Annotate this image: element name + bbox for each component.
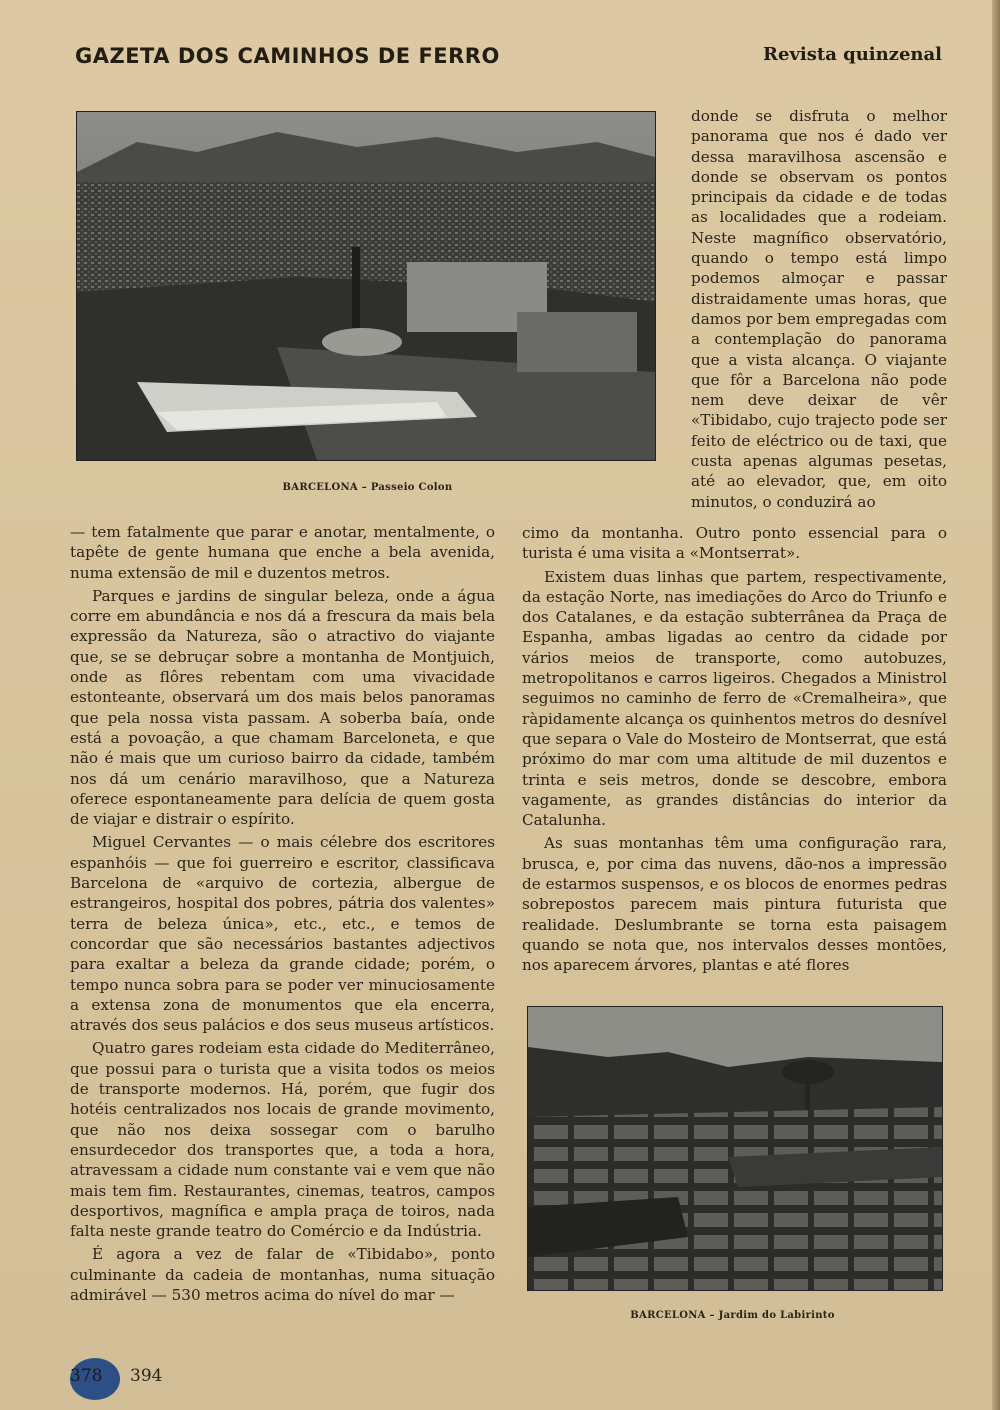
paragraph: Miguel Cervantes — o mais célebre dos escritores espanhóis — que foi guerreiro e escritor, classificava Barcelona de «arquivo de cortezia, albergue de estrangeiros, hospital dos pobres, pátria dos valentes» terra de beleza única», etc., etc., e temos de concordar que são necessários bastantes adjectivos para exaltar a beleza da grande cidade; porém, o tempo nunca sobra para se poder ver minuciosamente a extensa zona de monumentos que ela encerra, através dos seus palácios e dos seus museus artísticos. <box>70 833 495 1035</box>
page-edge-shadow <box>992 0 1000 1410</box>
page-number: 394 <box>130 1366 163 1386</box>
photo-jardim-labirinto <box>527 1006 943 1291</box>
paragraph: — tem fatalmente que parar e anotar, mentalmente, o tapête de gente humana que enche a bela avenida, numa extensão de mil e duzentos metros. <box>70 523 495 582</box>
caption-jardim-labirinto: BARCELONA – Jardim do Labirinto <box>630 1310 835 1321</box>
photo-jardim-labirinto-image <box>528 1007 942 1290</box>
paragraph: cimo da montanha. Outro ponto essencial para o turista é uma visita a «Montserrat». <box>522 524 947 563</box>
paragraph: Existem duas linhas que partem, respectivamente, da estação Norte, nas imediações do Arco do Triunfo e dos Catalanes, e da estação subterrânea da Praça de Espanha, ambas ligadas ao centro da cidade por vários meios de transporte, como autobuzes, metropolitanos e carros ligeiros. Chegados a Ministrol seguimos no caminho de ferro de «Cremalheira», que ràpidamente alcança os quinhentos metros do desnível que separa o Vale do Mosteiro de Montserrat, que está próximo do mar com uma altitude de mil duzentos e trinta e seis metros, donde se descobre, embora vagamente, as grandes distâncias do interior da Catalunha. <box>522 567 947 830</box>
old-page-number: 378 <box>70 1366 103 1386</box>
paragraph: As suas montanhas têm uma configuração rara, brusca, e, por cima das nuvens, dão-nos a impressão de estarmos suspensos, e os blocos de enormes pedras sobrepostos parecem mais pintura futurista que realidade. Deslumbrante se torna esta paisagem quando se nota que, nos intervalos desses montões, nos aparecem árvores, plantas e até flores <box>522 834 947 975</box>
paragraph: Quatro gares rodeiam esta cidade do Mediterrâneo, que possui para o turista que a visita todos os meios de transporte modernos. Há, porém, que fugir dos hotéis centralizados nos locais de grande movimento, que não nos deixa sossegar com o barulho ensurdecedor dos transportes que, a toda a hora, atravessam a cidade num constante vai e vem que não mais tem fim. Restaurantes, cinemas, teatros, campos desportivos, magnífica e ampla praça de toiros, nada falta neste grande teatro do Comércio e da Indústria. <box>70 1039 495 1241</box>
right-column-top <box>691 106 947 515</box>
paragraph: Parques e jardins de singular beleza, onde a água corre em abundância e nos dá a frescura da mais bela expressão da Natureza, são o atractivo do viajante que, se se debruçar sobre a montanha de Montjuich, onde as flôres rebentam com uma vivacidade estonteante, observará um dos mais belos panoramas que pela nossa vista passam. A soberba baía, onde está a povoação, a que chamam Barceloneta, e que não é mais que um curioso bairro da cidade, também nos dá um cenário maravilhoso, que a Natureza oferece espontaneamente para delícia de quem gosta de viajar e distrair o espírito. <box>70 586 495 829</box>
right-column <box>522 523 947 979</box>
journal-title: GAZETA DOS CAMINHOS DE FERRO <box>75 44 500 68</box>
left-column <box>70 522 495 1308</box>
paragraph: donde se disfruta o melhor panorama que nos é dado ver dessa maravilhosa ascensão e donde se observam os pontos principais da cidade e de todas as localidades que a rodeiam. Neste magnífico observatório, quando o tempo está limpo podemos almoçar e passar distraidamente umas horas, que damos por bem empregadas com a contemplação do panorama que a vista alcança. O viajante que fôr a Barcelona não pode nem deve deixar de vêr «Tibidabo, cujo trajecto pode ser feito de eléctrico ou de taxi, que custa apenas algumas pesetas, até ao elevador, que, em oito minutos, o conduzirá ao <box>691 107 947 511</box>
caption-passeio-colon: BARCELONA – Passeio Colon <box>282 482 453 493</box>
photo-passeio-colon-image <box>77 112 655 460</box>
paragraph: É agora a vez de falar de «Tibidabo», ponto culminante da cadeia de montanhas, numa situação admirável — 530 metros acima do nível do mar — <box>70 1245 495 1304</box>
photo-passeio-colon <box>76 111 656 461</box>
journal-subtitle: Revista quinzenal <box>763 44 942 65</box>
